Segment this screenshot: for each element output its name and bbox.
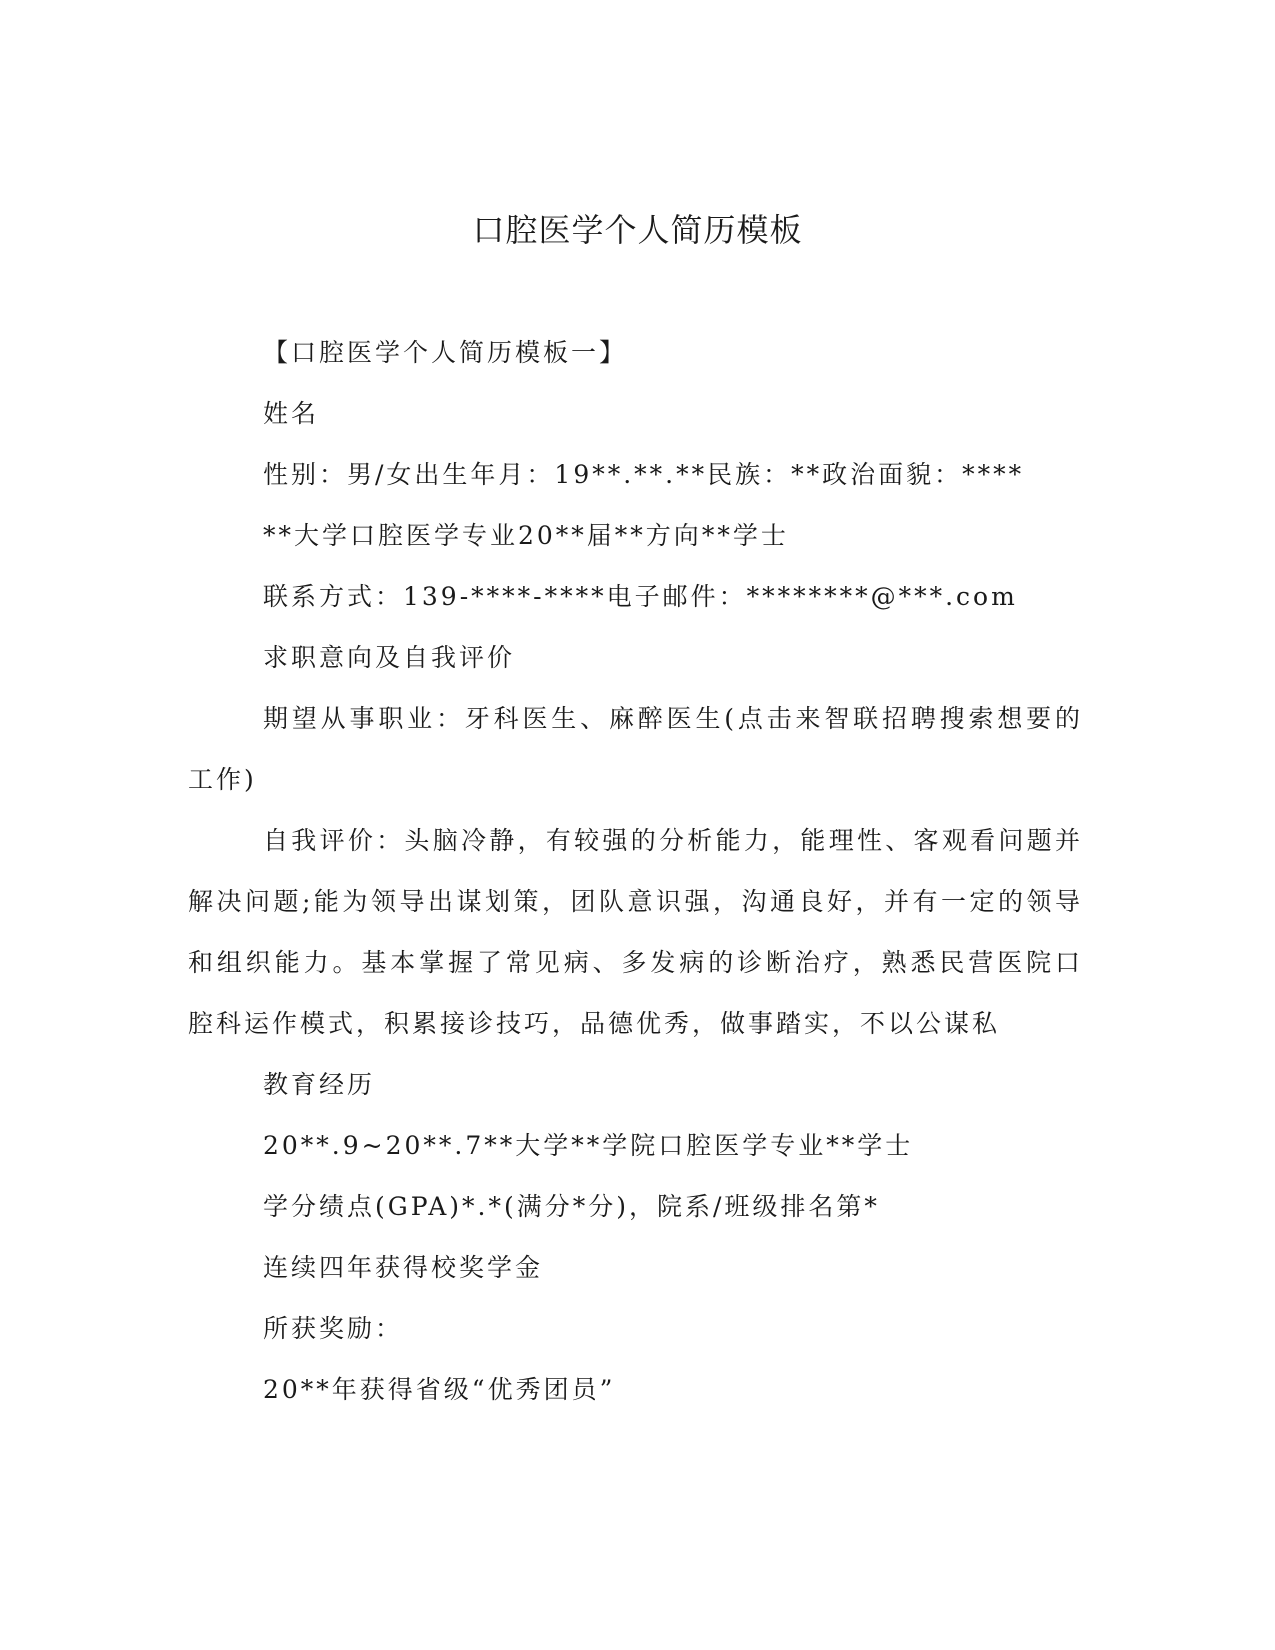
education-entry: 20**.9~20**.7**大学**学院口腔医学专业**学士 — [263, 1131, 914, 1160]
job-intent-heading: 求职意向及自我评价 — [263, 643, 516, 672]
awards-heading: 所获奖励： — [263, 1314, 404, 1343]
section-heading: 【口腔医学个人简历模板一】 — [263, 338, 628, 367]
gpa-line: 学分绩点(GPA)*.*(满分*分)，院系/班级排名第* — [263, 1192, 880, 1221]
self-evaluation-paragraph: 自我评价：头脑冷静，有较强的分析能力，能理性、客观看问题并解决问题;能为领导出谋划策，团队意识强，沟通良好，并有一定的领导和组织能力。基本掌握了常见病、多发病的诊断治疗，熟悉民营医院口腔科运作模式，积累接诊技巧，品德优秀，做事踏实，不以公谋私 — [188, 826, 1083, 1038]
personal-info-line: 性别：男/女出生年月：19**.**.**民族：**政治面貌：**** — [263, 460, 1025, 489]
education-heading: 教育经历 — [263, 1070, 376, 1099]
award-entry: 20**年获得省级“优秀团员” — [263, 1375, 616, 1404]
contact-line: 联系方式：139-****-****电子邮件：********@***.com — [263, 582, 1018, 611]
name-line: 姓名 — [263, 399, 320, 428]
expected-job-paragraph: 期望从事职业：牙科医生、麻醉医生(点击来智联招聘搜索想要的工作) — [188, 704, 1083, 794]
education-summary-line: **大学口腔医学专业20**届**方向**学士 — [263, 521, 789, 550]
document-body — [188, 322, 1083, 1420]
document-title: 口腔医学个人简历模板 — [472, 211, 803, 249]
scholarship-line: 连续四年获得校奖学金 — [263, 1253, 544, 1282]
